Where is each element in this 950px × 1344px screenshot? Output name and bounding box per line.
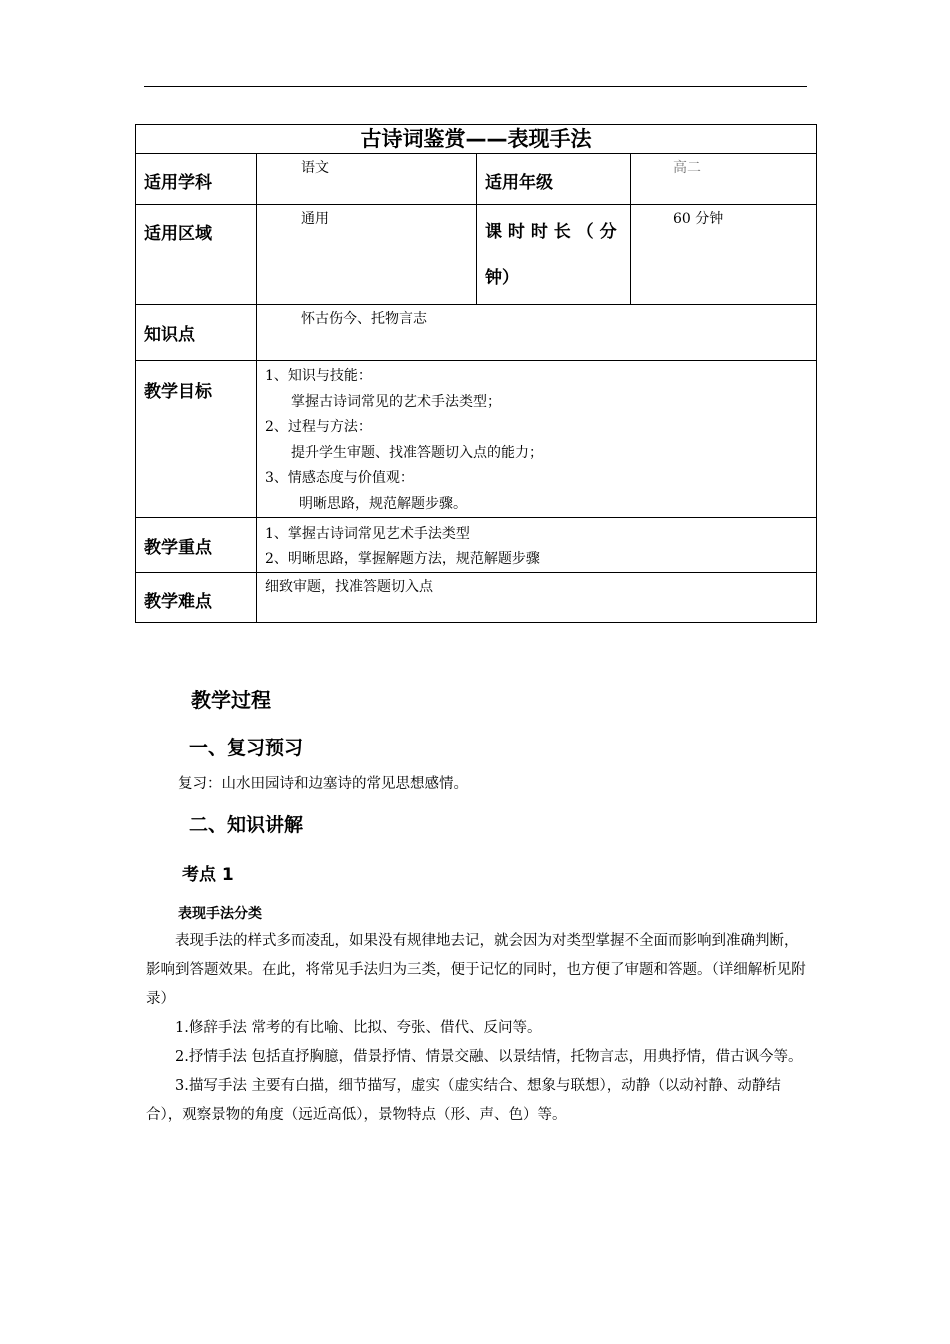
duration-label-line1: 课 时 时 长 （ 分 <box>485 222 617 242</box>
goals-label: 教学目标 <box>136 361 257 518</box>
duration-label-line2: 钟） <box>485 268 519 288</box>
difficulty-value: 细致审题，找准答题切入点 <box>257 573 817 623</box>
body-text <box>146 927 811 1130</box>
grade-value: 高二 <box>631 154 817 205</box>
goals-item: 掌握古诗词常见的艺术手法类型； <box>291 393 501 410</box>
process-heading: 教学过程 <box>191 688 271 712</box>
difficulty-label: 教学难点 <box>136 573 257 623</box>
subject-label: 适用学科 <box>136 154 257 205</box>
technique-item-2: 2.抒情手法 包括直抒胸臆，借景抒情、情景交融、以景结情，托物言志，用典抒情，借古讽今等。 <box>175 1049 803 1065</box>
region-value: 通用 <box>257 205 477 305</box>
goals-item: 3、情感态度与价值观： <box>265 470 414 486</box>
duration-value: 60 分钟 <box>631 205 817 305</box>
section1-text: 复习：山水田园诗和边塞诗的常见思想感情。 <box>178 776 468 792</box>
goals-item: 1、知识与技能： <box>265 368 372 384</box>
goals-item: 明晰思路，规范解题步骤。 <box>299 495 467 512</box>
subject-value: 语文 <box>257 154 477 205</box>
focus-item: 1、掌握古诗词常见艺术手法类型 <box>265 526 470 542</box>
goals-item: 2、过程与方法： <box>265 419 372 435</box>
focus-label: 教学重点 <box>136 518 257 573</box>
section2-heading: 二、知识讲解 <box>189 814 304 836</box>
lesson-title: 古诗词鉴赏——表现手法 <box>136 125 817 154</box>
kaodian-heading: 考点 1 <box>182 865 234 885</box>
goals-item: 提升学生审题、找准答题切入点的能力； <box>291 444 543 461</box>
knowledge-label: 知识点 <box>136 305 257 361</box>
intro-paragraph: 表现手法的样式多而凌乱，如果没有规律地去记，就会因为对类型掌握不全面而影响到准确判断，影响到答题效果。在此，将常见手法归为三类，便于记忆的同时，也方便了审题和答题。（详细解析见附录） <box>146 933 806 1007</box>
region-label: 适用区域 <box>136 205 257 305</box>
technique-item-1: 1.修辞手法 常考的有比喻、比拟、夸张、借代、反问等。 <box>175 1020 542 1036</box>
lesson-plan-table <box>135 124 817 623</box>
focus-item: 2、明晰思路，掌握解题方法，规范解题步骤 <box>265 551 540 567</box>
grade-label: 适用年级 <box>477 154 631 205</box>
knowledge-value: 怀古伤今、托物言志 <box>257 305 817 361</box>
sub-heading: 表现手法分类 <box>178 906 262 922</box>
header-rule <box>144 86 807 87</box>
duration-label <box>477 205 631 305</box>
focus-list <box>257 518 817 573</box>
technique-item-3: 3.描写手法 主要有白描，细节描写，虚实（虚实结合、想象与联想），动静（以动衬静、动静结合），观察景物的角度（远近高低），景物特点（形、声、色）等。 <box>146 1078 781 1123</box>
section1-heading: 一、复习预习 <box>189 737 304 759</box>
goals-list <box>257 361 817 518</box>
